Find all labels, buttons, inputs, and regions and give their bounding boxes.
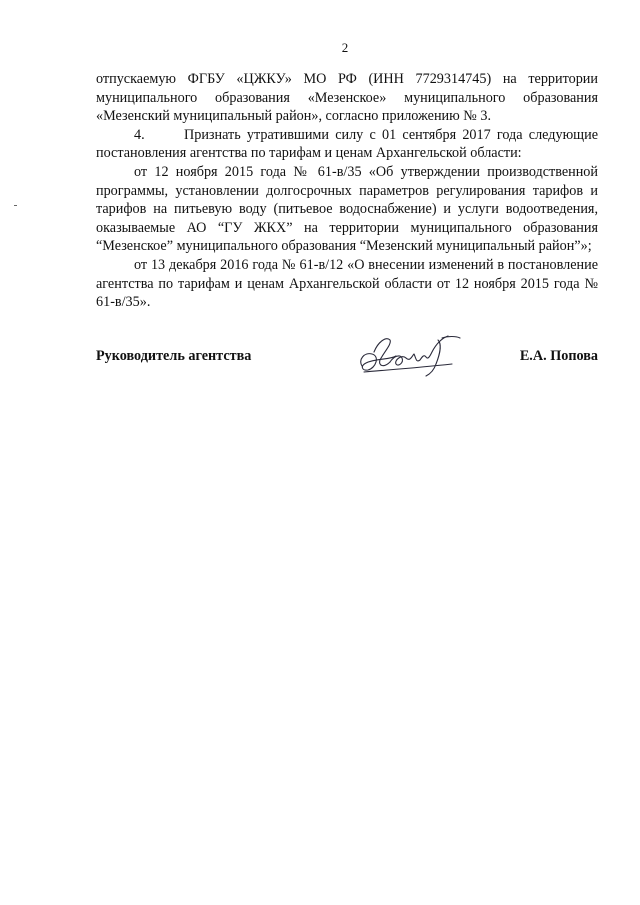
item-number: 4. <box>134 126 145 143</box>
paragraph-continuation: отпускаемую ФГБУ «ЦЖКУ» МО РФ (ИНН 7729314745) на территории муниципального образования «Мезенское» муниципального образования «Мезенский муниципальный район», согласно приложению № 3. <box>96 71 598 125</box>
signature-block <box>96 348 598 372</box>
paragraph-item-4 <box>96 126 598 163</box>
margin-mark <box>14 205 17 206</box>
signatory-title: Руководитель агентства <box>96 348 252 364</box>
item-text: Признать утратившими силу с 01 сентября 2017 года следующие постановления агентства по тарифам и ценам Архангельской области: <box>96 126 598 162</box>
paragraph-repealed-2016: от 13 декабря 2016 года № 61-в/12 «О внесении изменений в постановление агентства по тарифам и ценам Архангельской области от 12 ноября 2015 года № 61-в/35». <box>96 256 598 311</box>
handwritten-signature <box>356 330 466 380</box>
signatory-name: Е.А. Попова <box>519 348 598 364</box>
document-body <box>96 70 598 312</box>
page-number: 2 <box>341 40 349 55</box>
paragraph-repealed-2015: от 12 ноября 2015 года № 61-в/35 «Об утверждении производственной программы, установлении долгосрочных параметров регулирования тарифов и тарифов на питьевую воду (питьевое водоснабжение) и услуги водоотведения, оказываемые АО “ГУ ЖКХ” на территории муниципального образования “Мезенское” муниципального образования “Мезенский муниципальный район”»; <box>96 163 598 255</box>
